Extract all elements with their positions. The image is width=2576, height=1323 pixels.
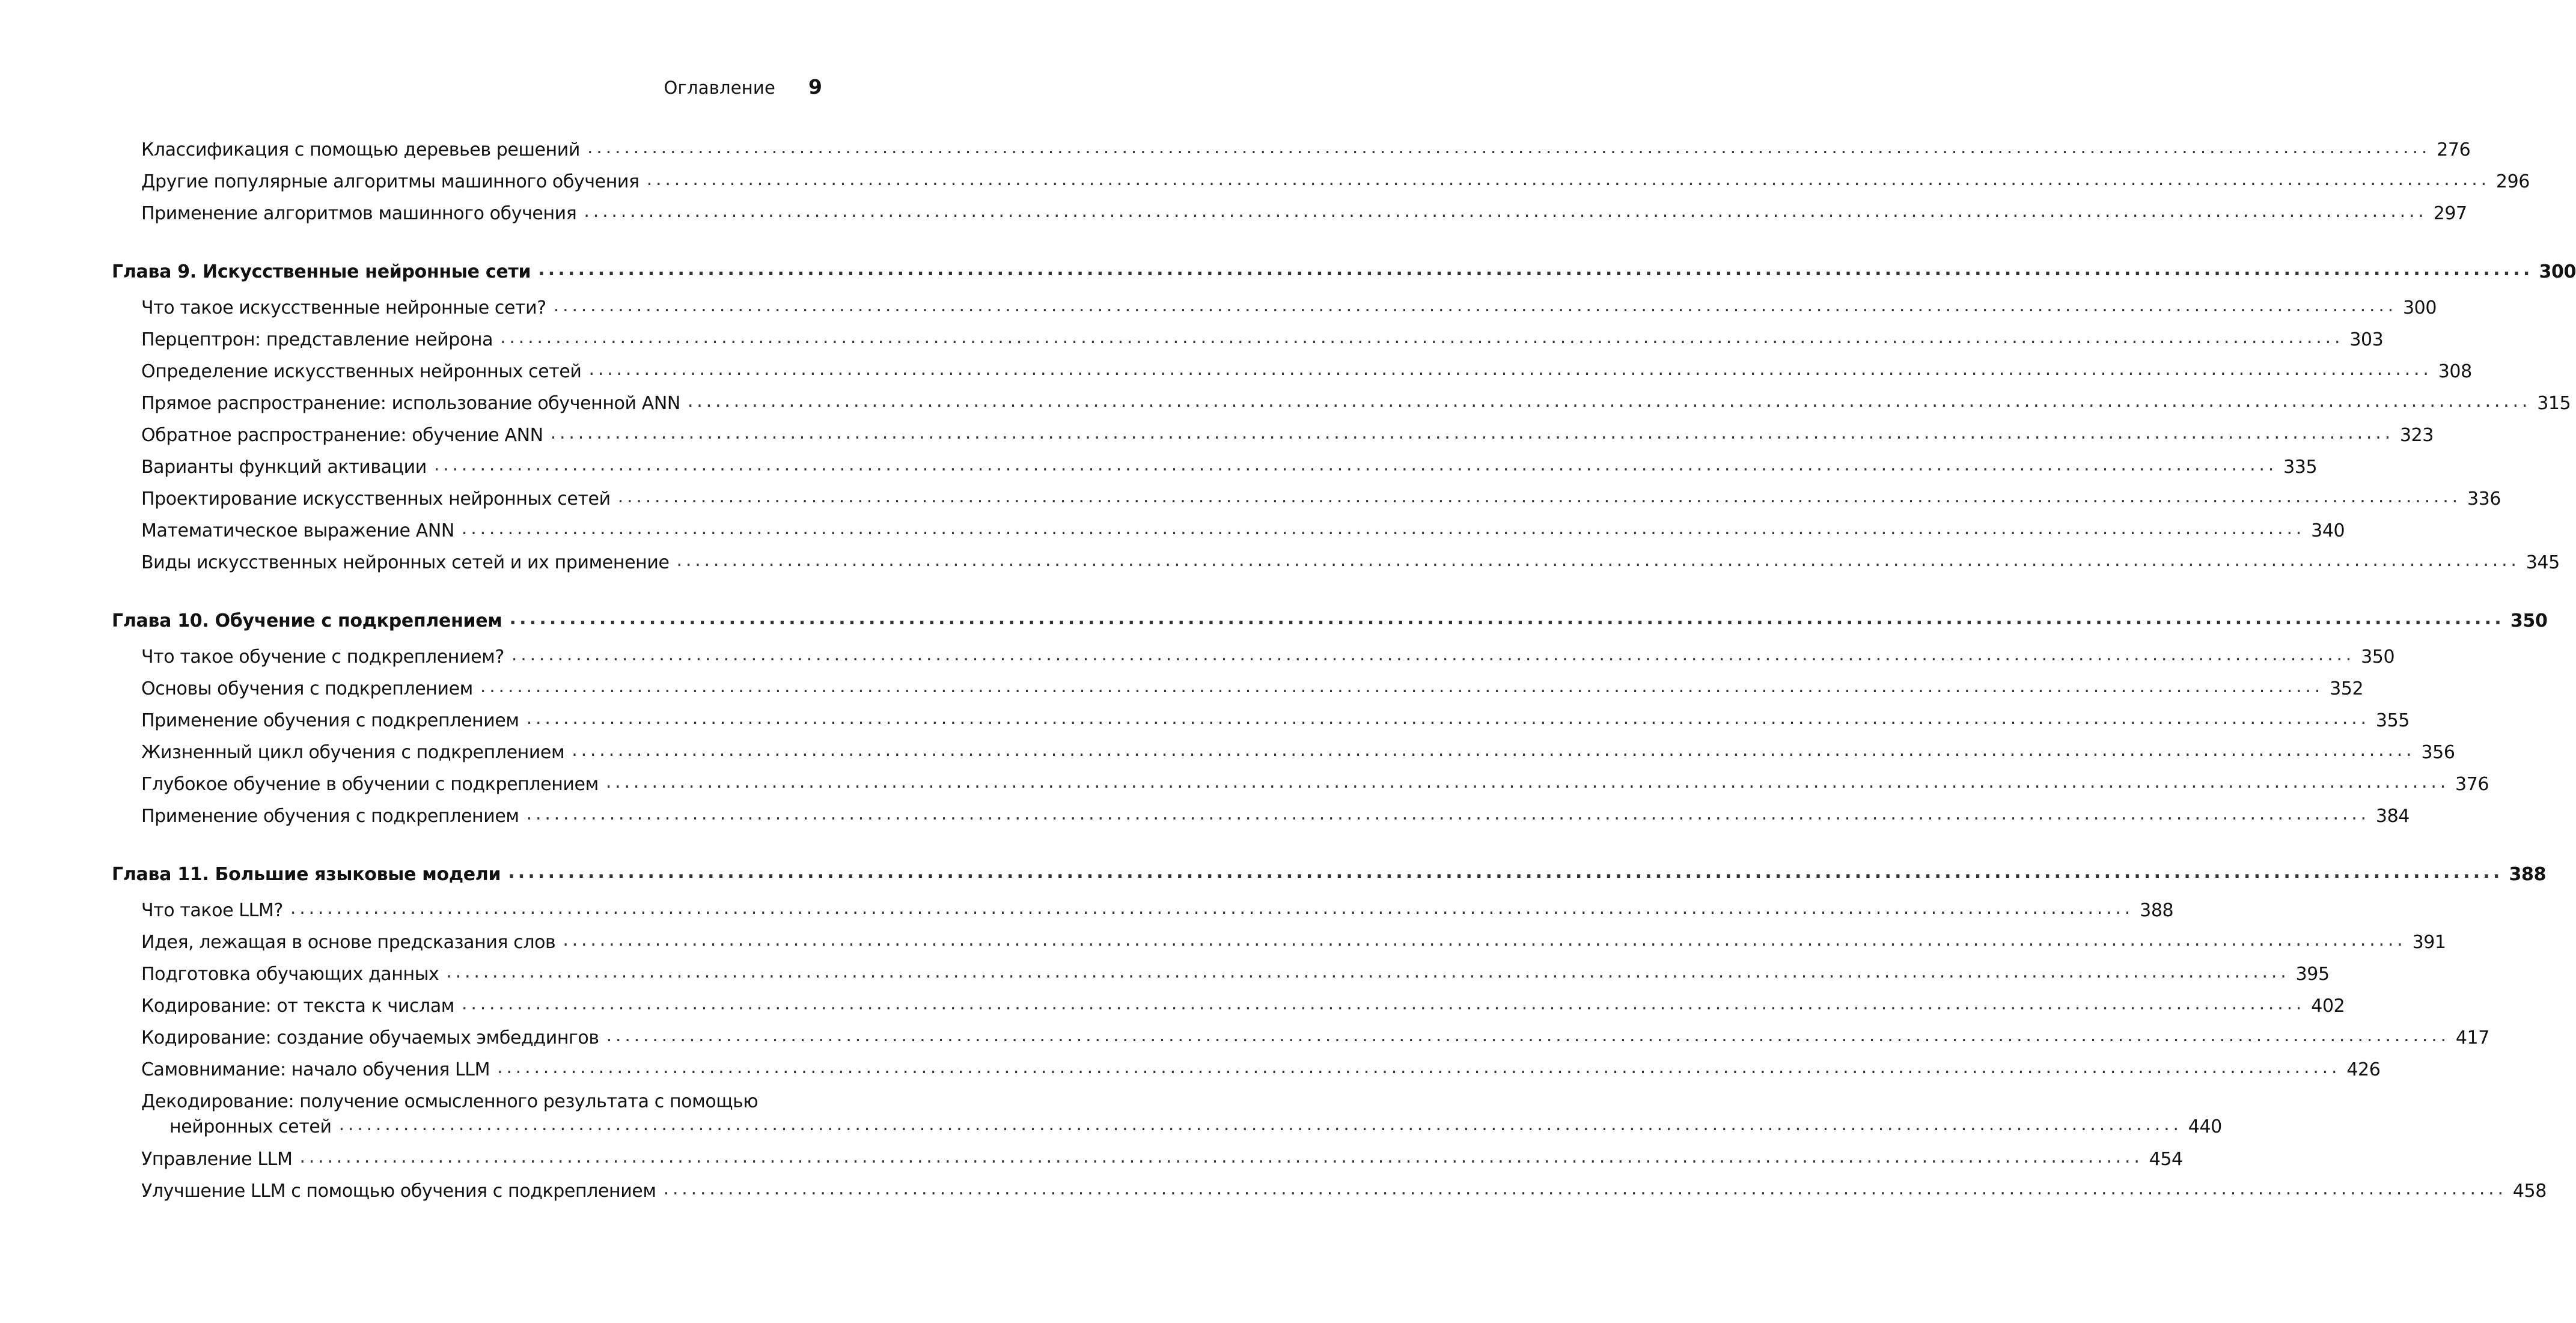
page-number: 9 — [808, 75, 822, 99]
toc-entry-title: Идея, лежащая в основе предсказания слов — [141, 932, 556, 953]
toc-entry-page: 388 — [2140, 900, 2174, 921]
dot-leader: ........................................................................................................................................................................................................ — [572, 740, 2416, 761]
toc-entry-title: Основы обучения с подкреплением — [141, 678, 473, 699]
toc-entry-title: Подготовка обучающих данных — [141, 964, 439, 985]
toc-entry-page: 297 — [2433, 203, 2467, 224]
dot-leader: ........................................................................................................................................................................................................ — [676, 550, 2520, 571]
toc-entry-title: Кодирование: создание обучаемых эмбеддингов — [141, 1027, 599, 1048]
toc-entry-title: Применение алгоритмов машинного обучения — [141, 203, 577, 224]
toc-entry-page: 376 — [2455, 774, 2489, 795]
toc-entry-title: Перцептрон: представление нейрона — [141, 329, 493, 350]
toc-entry[interactable] — [0, 803, 2410, 838]
toc-entry-title: Применение обучения с подкреплением — [141, 806, 519, 827]
toc-entry-title: Прямое распространение: использование обученной ANN — [141, 393, 680, 414]
toc-entry-title: Что такое искусственные нейронные сети? — [141, 297, 546, 318]
toc-entry-title: Классификация с помощью деревьев решений — [141, 139, 580, 160]
dot-leader: ........................................................................................................................................................................................................ — [606, 1025, 2450, 1046]
dot-leader: ........................................................................................................................................................................................................ — [617, 486, 2461, 507]
dot-leader: ........................................................................................................................................................................................................ — [553, 295, 2397, 316]
toc-entry[interactable] — [0, 486, 2501, 520]
dot-leader: ........................................................................................................................................................................................................ — [526, 803, 2370, 824]
dot-leader: ........................................................................................................................................................................................................ — [290, 898, 2134, 919]
chapter-spacer — [0, 584, 938, 610]
dot-leader: ........................................................................................................................................................................................................ — [550, 422, 2394, 443]
toc-entry[interactable] — [0, 1178, 2547, 1212]
toc-entry-page: 296 — [2495, 171, 2530, 192]
toc-entry-page: 308 — [2438, 361, 2472, 382]
toc-entry-page: 355 — [2375, 710, 2410, 731]
toc-entry[interactable] — [0, 550, 2560, 584]
dot-leader: ........................................................................................................................................................................................................ — [508, 862, 2503, 883]
chapter-title: Глава 10. Обучение с подкреплением — [112, 610, 502, 631]
chapter-page: 388 — [2509, 864, 2547, 885]
toc-entry-multiline[interactable] — [0, 1091, 2222, 1149]
dot-leader: ........................................................................................................................................................................................................ — [446, 961, 2290, 982]
chapter-title: Глава 9. Искусственные нейронные сети — [112, 261, 531, 282]
toc-entry-title-line1: Декодирование: получение осмысленного результата с помощью — [141, 1091, 758, 1112]
toc-entry-page: 384 — [2375, 806, 2410, 827]
toc-entry[interactable] — [0, 644, 2395, 678]
dot-leader: ........................................................................................................................................................................................................ — [584, 201, 2428, 222]
toc-entry-page: 335 — [2283, 457, 2318, 478]
running-header-title: Оглавление — [664, 78, 776, 98]
dot-leader: ........................................................................................................................................................................................................ — [538, 259, 2533, 280]
toc-entry[interactable] — [0, 518, 2345, 552]
dot-leader: ........................................................................................................................................................................................................ — [587, 137, 2431, 158]
toc-entry[interactable] — [0, 295, 2437, 329]
toc-entry[interactable] — [0, 137, 2471, 171]
dot-leader: ........................................................................................................................................................................................................ — [299, 1146, 2143, 1167]
toc-entry[interactable] — [0, 676, 2364, 710]
toc-entry-page: 323 — [2399, 425, 2434, 446]
toc-entry-title: Другие популярные алгоритмы машинного обучения — [141, 171, 639, 192]
toc-entry-title: Варианты функций активации — [141, 457, 427, 478]
toc-entry-page: 417 — [2455, 1027, 2489, 1048]
toc-entry-title: Применение обучения с подкреплением — [141, 710, 519, 731]
dot-leader: ........................................................................................................................................................................................................ — [687, 391, 2532, 412]
toc-entry-page: 340 — [2311, 520, 2345, 541]
dot-leader: ........................................................................................................................................................................................................ — [663, 1178, 2507, 1199]
toc-entry[interactable] — [0, 1146, 2183, 1181]
dot-leader: ........................................................................................................................................................................................................ — [605, 771, 2450, 792]
dot-leader: ........................................................................................................................................................................................................ — [497, 1057, 2341, 1078]
toc-entry-page: 402 — [2311, 996, 2345, 1017]
toc-entry-title: Что такое обучение с подкреплением? — [141, 646, 504, 668]
toc-entry-page: 440 — [2188, 1116, 2222, 1137]
dot-leader: ........................................................................................................................................................................................................ — [338, 1114, 2182, 1135]
toc-entry-title: Определение искусственных нейронных сетей — [141, 361, 582, 382]
chapter-spacer — [0, 235, 938, 261]
toc-entry-page: 276 — [2437, 139, 2471, 160]
toc-chapter-11[interactable] — [0, 862, 2547, 900]
toc-entry-second-line — [141, 1114, 2222, 1137]
toc-entry-title: Виды искусственных нейронных сетей и их применение — [141, 552, 670, 573]
toc-entry-title: Улучшение LLM с помощью обучения с подкреплением — [141, 1181, 656, 1202]
toc-entry-title-line2: нейронных сетей — [169, 1116, 332, 1137]
dot-leader: ........................................................................................................................................................................................................ — [509, 608, 2504, 629]
toc-entry-page: 426 — [2346, 1059, 2381, 1080]
toc-entry-title: Что такое LLM? — [141, 900, 283, 921]
dot-leader: ........................................................................................................................................................................................................ — [563, 929, 2407, 950]
toc-entry[interactable] — [0, 201, 2467, 235]
toc-entry-page: 350 — [2361, 646, 2395, 668]
toc-entry[interactable] — [0, 327, 2384, 361]
toc-entry-page: 345 — [2526, 552, 2560, 573]
chapter-page: 300 — [2539, 261, 2576, 282]
chapter-spacer — [0, 838, 938, 864]
toc-entry[interactable] — [0, 1057, 2381, 1091]
dot-leader: ........................................................................................................................................................................................................ — [462, 993, 2306, 1014]
toc-entry-title: Обратное распространение: обучение ANN — [141, 425, 543, 446]
running-header — [0, 75, 822, 99]
toc-entry-page: 336 — [2467, 488, 2501, 509]
toc-entry[interactable] — [0, 708, 2410, 742]
toc-entry-page: 454 — [2149, 1149, 2183, 1170]
dot-leader: ........................................................................................................................................................................................................ — [480, 676, 2324, 697]
toc-entry[interactable] — [0, 169, 2530, 203]
chapter-page: 350 — [2510, 610, 2548, 631]
toc-entry[interactable] — [0, 771, 2489, 806]
dot-leader: ........................................................................................................................................................................................................ — [500, 327, 2344, 348]
toc-entry-page: 352 — [2330, 678, 2364, 699]
toc-entry[interactable] — [0, 391, 2571, 425]
chapter-title: Глава 11. Большие языковые модели — [112, 864, 501, 885]
toc-entry-title: Глубокое обучение в обучении с подкреплением — [141, 774, 599, 795]
toc-entry[interactable] — [0, 422, 2434, 457]
toc-entry-page: 391 — [2412, 932, 2446, 953]
toc-entry[interactable] — [0, 929, 2446, 964]
toc-entry-page: 395 — [2295, 964, 2330, 985]
toc-entry-page: 458 — [2512, 1181, 2547, 1202]
toc-entry-title: Управление LLM — [141, 1149, 293, 1170]
toc-entry-page: 315 — [2537, 393, 2571, 414]
dot-leader: ........................................................................................................................................................................................................ — [461, 518, 2306, 539]
toc-entry-title: Кодирование: от текста к числам — [141, 996, 455, 1017]
toc-entry-title: Самовнимание: начало обучения LLM — [141, 1059, 490, 1080]
toc-entry[interactable] — [0, 898, 2174, 932]
toc-chapter-9[interactable] — [0, 259, 2576, 297]
dot-leader: ........................................................................................................................................................................................................ — [646, 169, 2490, 190]
toc-entry-page: 356 — [2421, 742, 2455, 763]
toc-entry-page: 300 — [2403, 297, 2437, 318]
toc-entry-title: Жизненный цикл обучения с подкреплением — [141, 742, 565, 763]
toc-entry[interactable] — [0, 993, 2345, 1027]
toc-entry[interactable] — [0, 359, 2472, 393]
toc-entry[interactable] — [0, 1025, 2489, 1059]
toc-entry-title: Математическое выражение ANN — [141, 520, 454, 541]
dot-leader: ........................................................................................................................................................................................................ — [433, 454, 2278, 475]
dot-leader: ........................................................................................................................................................................................................ — [511, 644, 2355, 665]
table-of-contents — [0, 137, 2576, 1212]
toc-entry[interactable] — [0, 961, 2330, 996]
dot-leader: ........................................................................................................................................................................................................ — [526, 708, 2370, 729]
toc-entry[interactable] — [0, 454, 2318, 488]
toc-entry-page: 303 — [2349, 329, 2384, 350]
toc-entry-title: Проектирование искусственных нейронных сетей — [141, 488, 611, 509]
toc-entry[interactable] — [0, 740, 2455, 774]
toc-chapter-10[interactable] — [0, 608, 2548, 646]
dot-leader: ........................................................................................................................................................................................................ — [588, 359, 2432, 380]
